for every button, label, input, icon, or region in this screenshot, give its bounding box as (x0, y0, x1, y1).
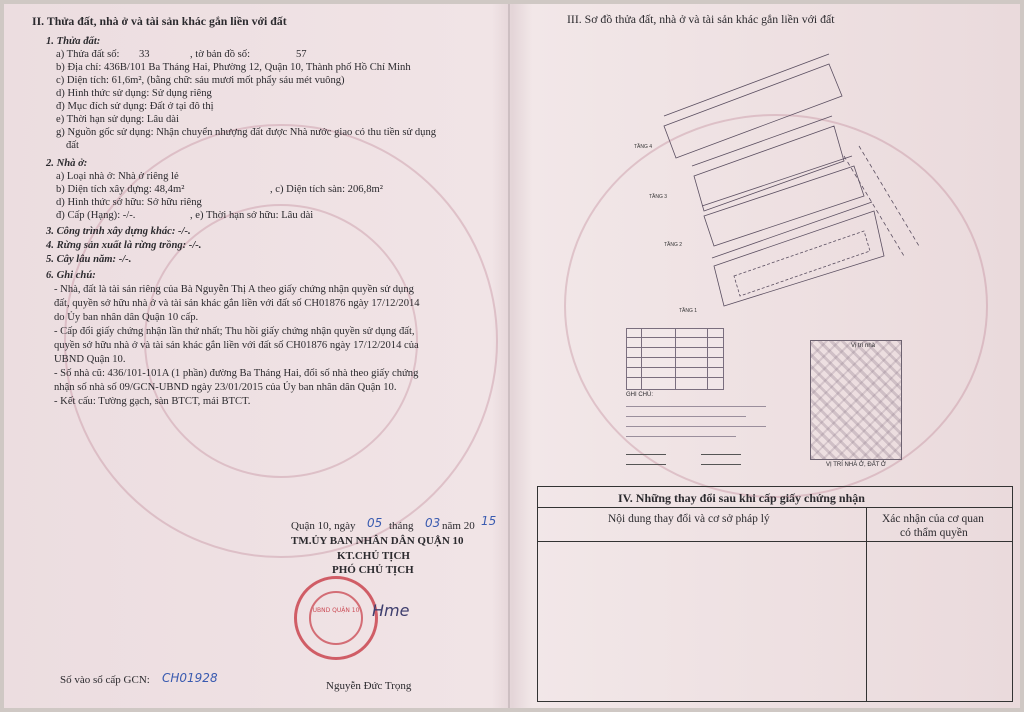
floor-2-outline (704, 166, 864, 246)
changes-column-divider (866, 507, 867, 701)
signature: Hme (372, 601, 410, 620)
sign-day: 05 (367, 516, 383, 530)
note-line: đất, quyền sở hữu nhà ở và tài sản khác gắn liền với đất số CH01876 ngày 17/12/2014 (54, 298, 420, 309)
changes-col-confirm-1: Xác nhận của cơ quan (882, 513, 984, 525)
location-map (810, 340, 902, 460)
diagram-notes-lines (626, 402, 776, 474)
floor-3-label: TẦNG 3 (649, 194, 668, 200)
changes-table-header (538, 487, 1012, 508)
house-grade: đ) Cấp (Hạng): -/-. (56, 210, 136, 221)
house-build-area: b) Diện tích xây dựng: 48,4m² (56, 184, 185, 195)
changes-columns (538, 507, 1012, 542)
stamp-text: UBND QUẬN 10 (312, 607, 360, 614)
signer-name: Nguyễn Đức Trọng (326, 680, 412, 692)
diagram-notes-heading: GHI CHÚ: (626, 392, 653, 398)
land-heading: 1. Thửa đất: (46, 36, 101, 47)
parcel-label: a) Thửa đất số: (56, 49, 120, 60)
notes-heading: 6. Ghi chú: (46, 270, 96, 281)
map-label: , tờ bản đồ số: (190, 49, 251, 60)
coordinate-table (626, 328, 724, 390)
land-use-term: e) Thời hạn sử dụng: Lâu dài (56, 114, 179, 125)
official-stamp (294, 576, 378, 660)
floor-plan-diagram (604, 36, 1024, 336)
land-area: c) Diện tích: 61,6m², (bằng chữ: sáu mươi mốt phẩy sáu mét vuông) (56, 75, 345, 86)
section-ii-title: II. Thửa đất, nhà ở và tài sản khác gắn liền với đất (32, 14, 287, 28)
note-line: nhận số nhà số 09/GCN-UBND ngày 23/01/2015 của Ủy ban nhân dân Quận 10. (54, 382, 397, 393)
other-works: 3. Công trình xây dựng khác: -/-. (46, 226, 191, 237)
sign-org: TM.ỦY BAN NHÂN DÂN QUẬN 10 (291, 535, 464, 547)
note-line: - Kết cấu: Tường gạch, sàn BTCT, mái BTCT. (54, 396, 251, 407)
land-address: b) Địa chỉ: 436B/101 Ba Tháng Hai, Phường 12, Quận 10, Thành phố Hồ Chí Minh (56, 62, 411, 73)
changes-col-content: Nội dung thay đổi và cơ sở pháp lý (608, 513, 770, 525)
stamp-inner-ring (309, 591, 363, 645)
house-floor-area: , c) Diện tích sàn: 206,8m² (270, 184, 383, 195)
sign-month-label: tháng (389, 520, 414, 532)
floor-1-label: TẦNG 1 (679, 308, 698, 314)
dim-line (712, 202, 872, 258)
floor-4-label: TẦNG 4 (634, 144, 653, 150)
sign-date-prefix: Quận 10, ngày (291, 520, 356, 532)
sign-year: 15 (481, 514, 497, 528)
sign-month: 03 (425, 516, 441, 530)
perennial-trees: 5. Cây lâu năm: -/-. (46, 254, 132, 265)
dim-line (664, 54, 829, 116)
gcn-label: Số vào sổ cấp GCN: (60, 674, 150, 686)
sign-role: PHÓ CHỦ TỊCH (332, 564, 414, 576)
sign-kt: KT.CHỦ TỊCH (337, 550, 410, 562)
floor-2-label: TẦNG 2 (664, 242, 683, 248)
changes-col-confirm-2: có thẩm quyền (900, 527, 968, 539)
parcel-no: 33 (139, 49, 150, 60)
land-use-purpose: đ) Mục đích sử dụng: Đất ở tại đô thị (56, 101, 214, 112)
section-iii-title: III. Sơ đồ thửa đất, nhà ở và tài sản khác gắn liền với đất (567, 12, 835, 26)
land-origin-cont: đất (66, 140, 79, 151)
gcn-number: CH01928 (162, 671, 218, 685)
land-use-form: d) Hình thức sử dụng: Sử dụng riêng (56, 88, 212, 99)
location-label: Vị trí nhà (851, 343, 876, 349)
dim-line (702, 156, 852, 206)
floor-1-inner (734, 231, 870, 296)
forest: 4. Rừng sản xuất là rừng trồng: -/-. (46, 240, 202, 251)
sign-year-prefix: năm 20 (442, 520, 475, 532)
land-origin: g) Nguồn gốc sử dụng: Nhận chuyển nhượng đất được Nhà nước giao có thu tiền sử dụng (56, 127, 437, 138)
note-line: quyền sở hữu nhà ở và tài sản khác gắn liền với đất số CH01876 ngày 17/12/2014 của (54, 340, 419, 351)
page-fold (508, 4, 510, 708)
changes-title: IV. Những thay đổi sau khi cấp giấy chứng nhận (618, 491, 865, 505)
floor-1-outline (714, 211, 884, 306)
note-line: do Ủy ban nhân dân Quận 10 cấp. (54, 312, 199, 323)
dim-line (692, 116, 832, 166)
map-no: 57 (296, 49, 307, 60)
house-heading: 2. Nhà ở: (46, 158, 88, 169)
location-caption: VỊ TRÍ NHÀ Ở, ĐẤT Ở (826, 462, 887, 468)
changes-table (537, 486, 1013, 702)
house-term: , e) Thời hạn sở hữu: Lâu dài (190, 210, 314, 221)
house-type: a) Loại nhà ở: Nhà ở riêng lẻ (56, 171, 179, 182)
note-line: - Nhà, đất là tài sản riêng của Bà Nguyễn Thị A theo giấy chứng nhận quyền sử dụng (54, 284, 414, 295)
note-line: - Số nhà cũ: 436/101-101A (1 phần) đường Ba Tháng Hai, đổi số nhà theo giấy chứng (54, 368, 419, 379)
certificate-sheet (4, 4, 1020, 708)
house-ownership: d) Hình thức sở hữu: Sở hữu riêng (56, 197, 202, 208)
note-line: UBND Quận 10. (54, 354, 126, 365)
note-line: - Cấp đổi giấy chứng nhận lần thứ nhất; Thu hồi giấy chứng nhận quyền sử dụng đất, (54, 326, 415, 337)
